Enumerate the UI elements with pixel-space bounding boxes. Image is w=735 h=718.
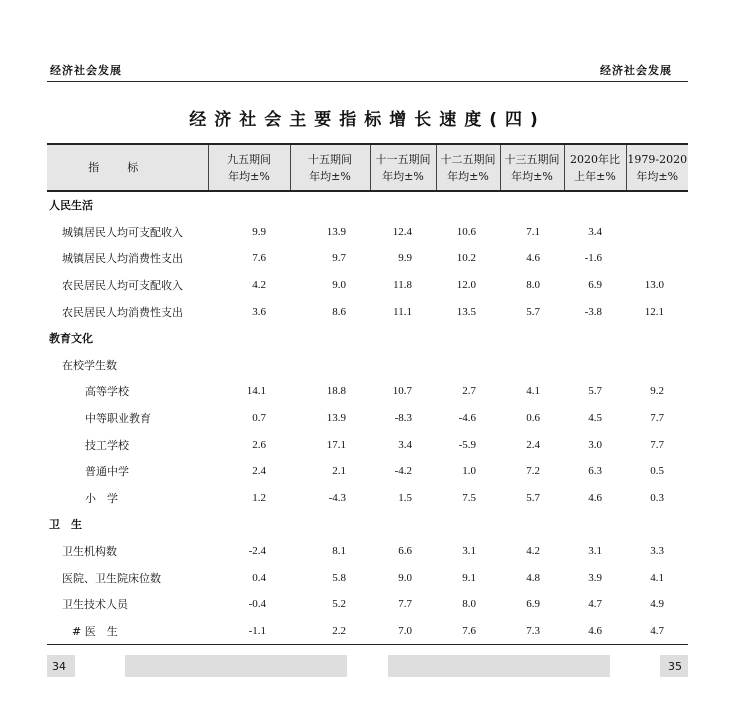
value-cell: 0.5 [650,465,664,478]
value-cell: 3.4 [588,225,602,238]
value-cell: 4.6 [564,618,626,645]
value-cell: 3.0 [588,438,602,451]
value-cell: 6.9 [526,598,540,611]
value-cell: 6.9 [588,279,602,292]
value-cell [500,352,564,379]
value-cell: 8.0 [526,279,540,292]
section-row [47,325,688,352]
row-label: 医院、卫生院床位数 [62,571,161,585]
section-row [47,511,688,538]
value-cell: 0.7 [252,412,266,425]
section-label: 卫 生 [49,518,82,532]
running-header-right: 经济社会发展 [600,64,672,77]
row-label: 技工学校 [85,438,129,452]
column-header: 十一五期间 年均±% [370,144,436,191]
indicator-table [47,143,688,645]
value-cell: 18.8 [326,385,346,398]
value-cell [290,325,370,352]
value-cell: 2.4 [526,438,540,451]
value-cell: 0.3 [650,491,664,504]
value-cell: 7.2 [526,465,540,478]
table-row [47,564,688,591]
value-cell: 4.6 [588,491,602,504]
value-cell: 4.6 [526,252,540,265]
row-label: 卫生技术人员 [62,598,128,612]
value-cell: 9.9 [252,225,266,238]
value-cell: 4.1 [526,385,540,398]
value-cell [290,511,370,538]
value-cell: 7.6 [436,618,500,645]
value-cell [436,191,500,219]
value-cell: 9.1 [462,571,476,584]
value-cell: 10.6 [456,225,476,238]
value-cell: 3.4 [398,438,412,451]
value-cell [436,352,500,379]
column-header: 指标 [47,144,208,191]
column-header: 十五期间 年均±% [290,144,370,191]
row-label: 中等职业教育 [85,412,151,426]
row-label: 农民居民人均可支配收入 [62,279,183,293]
section-row [47,191,688,219]
value-cell: 8.6 [332,305,346,318]
table-row [47,245,688,272]
value-cell: 7.5 [462,491,476,504]
value-cell [208,511,290,538]
value-cell [436,325,500,352]
value-cell: -2.4 [248,545,266,558]
value-cell: 11.8 [393,279,412,292]
value-cell: 17.1 [326,438,346,451]
value-cell: 4.7 [626,618,688,645]
value-cell: 1.5 [398,491,412,504]
value-cell: 4.2 [252,279,266,292]
table-row [47,219,688,246]
value-cell [626,191,688,219]
table-row [47,618,688,645]
row-label: 高等学校 [85,385,129,399]
value-cell: -3.8 [584,305,602,318]
value-cell: 11.1 [393,305,412,318]
table-row [47,298,688,325]
table-row [47,272,688,299]
value-cell: 13.9 [326,412,346,425]
value-cell: 2.4 [252,465,266,478]
table-title: 经济社会主要指标增长速度(四) [189,110,546,130]
value-cell [208,325,290,352]
value-cell: 7.7 [398,598,412,611]
value-cell: 5.7 [526,491,540,504]
value-cell [564,325,626,352]
footer-band-right [388,655,688,677]
value-cell: 9.2 [650,385,664,398]
value-cell [370,191,436,219]
value-cell: 2.2 [290,618,370,645]
value-cell: 4.5 [588,412,602,425]
value-cell: 7.7 [650,438,664,451]
value-cell [370,325,436,352]
value-cell: 12.1 [644,305,664,318]
value-cell: 13.0 [644,279,664,292]
value-cell [290,352,370,379]
row-label: 城镇居民人均消费性支出 [62,252,183,266]
value-cell [208,352,290,379]
table-row [47,458,688,485]
value-cell [626,352,688,379]
value-cell: 7.7 [650,412,664,425]
value-cell: 14.1 [246,385,266,398]
value-cell: 3.3 [650,545,664,558]
value-cell: 3.9 [588,571,602,584]
value-cell [626,511,688,538]
value-cell [370,511,436,538]
row-label: 城镇居民人均可支配收入 [62,225,183,239]
section-label: 教育文化 [49,332,93,346]
value-cell [500,511,564,538]
value-cell: 1.2 [252,491,266,504]
value-cell [290,191,370,219]
value-cell [626,325,688,352]
header-rule [47,81,688,82]
value-cell: 2.7 [462,385,476,398]
value-cell: 5.7 [588,385,602,398]
value-cell: 7.6 [252,252,266,265]
table-row [47,538,688,565]
row-label: 卫生机构数 [62,545,117,559]
value-cell: -4.3 [328,491,346,504]
value-cell: 0.4 [252,571,266,584]
value-cell: 7.0 [370,618,436,645]
value-cell: 6.3 [588,465,602,478]
table-row [47,431,688,458]
value-cell: -1.6 [584,252,602,265]
value-cell [500,325,564,352]
value-cell: -4.2 [394,465,412,478]
value-cell: 1.0 [462,465,476,478]
value-cell [208,191,290,219]
value-cell [626,245,688,272]
value-cell: -4.6 [458,412,476,425]
value-cell: 3.1 [588,545,602,558]
table-row [47,485,688,512]
table-row [47,405,688,432]
value-cell: 8.0 [462,598,476,611]
value-cell: 12.4 [392,225,412,238]
value-cell: 9.9 [398,252,412,265]
value-cell: 2.6 [252,438,266,451]
value-cell: 4.7 [588,598,602,611]
value-cell: 13.5 [456,305,476,318]
value-cell [370,352,436,379]
table-row [47,378,688,405]
value-cell: 0.6 [526,412,540,425]
value-cell: 10.7 [392,385,412,398]
value-cell: 8.1 [332,545,346,558]
value-cell: 2.1 [332,465,346,478]
page-number-right: 35 [668,660,682,673]
row-label: 普通中学 [85,465,129,479]
table-row [47,352,688,379]
value-cell: -5.9 [458,438,476,451]
running-header-left: 经济社会发展 [50,64,122,77]
column-header: 2020年比 上年±% [564,144,626,191]
row-label: 在校学生数 [62,358,117,372]
page-number-left: 34 [52,660,66,673]
value-cell: 7.1 [526,225,540,238]
row-label: 农民居民人均消费性支出 [62,305,183,319]
row-label: # 医 生 [47,618,208,645]
column-header: 九五期间 年均±% [208,144,290,191]
value-cell: 13.9 [326,225,346,238]
value-cell [564,191,626,219]
value-cell: -8.3 [394,412,412,425]
value-cell: -1.1 [208,618,290,645]
value-cell: 4.8 [526,571,540,584]
value-cell: 9.0 [398,571,412,584]
value-cell [436,511,500,538]
value-cell: 6.6 [398,545,412,558]
column-header: 十三五期间 年均±% [500,144,564,191]
value-cell: 10.2 [456,252,476,265]
table-row [47,591,688,618]
section-label: 人民生活 [49,199,93,213]
value-cell: 5.2 [332,598,346,611]
value-cell: 7.3 [500,618,564,645]
value-cell: 4.1 [650,571,664,584]
row-label: 小 学 [85,491,118,505]
column-header: 十二五期间 年均±% [436,144,500,191]
column-header: 1979-2020 年均±% [626,144,688,191]
table-header-row [47,144,688,191]
value-cell: 9.0 [332,279,346,292]
value-cell: 3.1 [462,545,476,558]
value-cell: 5.8 [332,571,346,584]
value-cell [500,191,564,219]
value-cell: -0.4 [248,598,266,611]
value-cell: 5.7 [526,305,540,318]
value-cell [564,511,626,538]
value-cell: 12.0 [456,279,476,292]
value-cell [626,219,688,246]
value-cell: 3.6 [252,305,266,318]
footer-band-left [47,655,347,677]
value-cell: 4.2 [526,545,540,558]
value-cell: 9.7 [332,252,346,265]
value-cell [564,352,626,379]
value-cell: 4.9 [650,598,664,611]
